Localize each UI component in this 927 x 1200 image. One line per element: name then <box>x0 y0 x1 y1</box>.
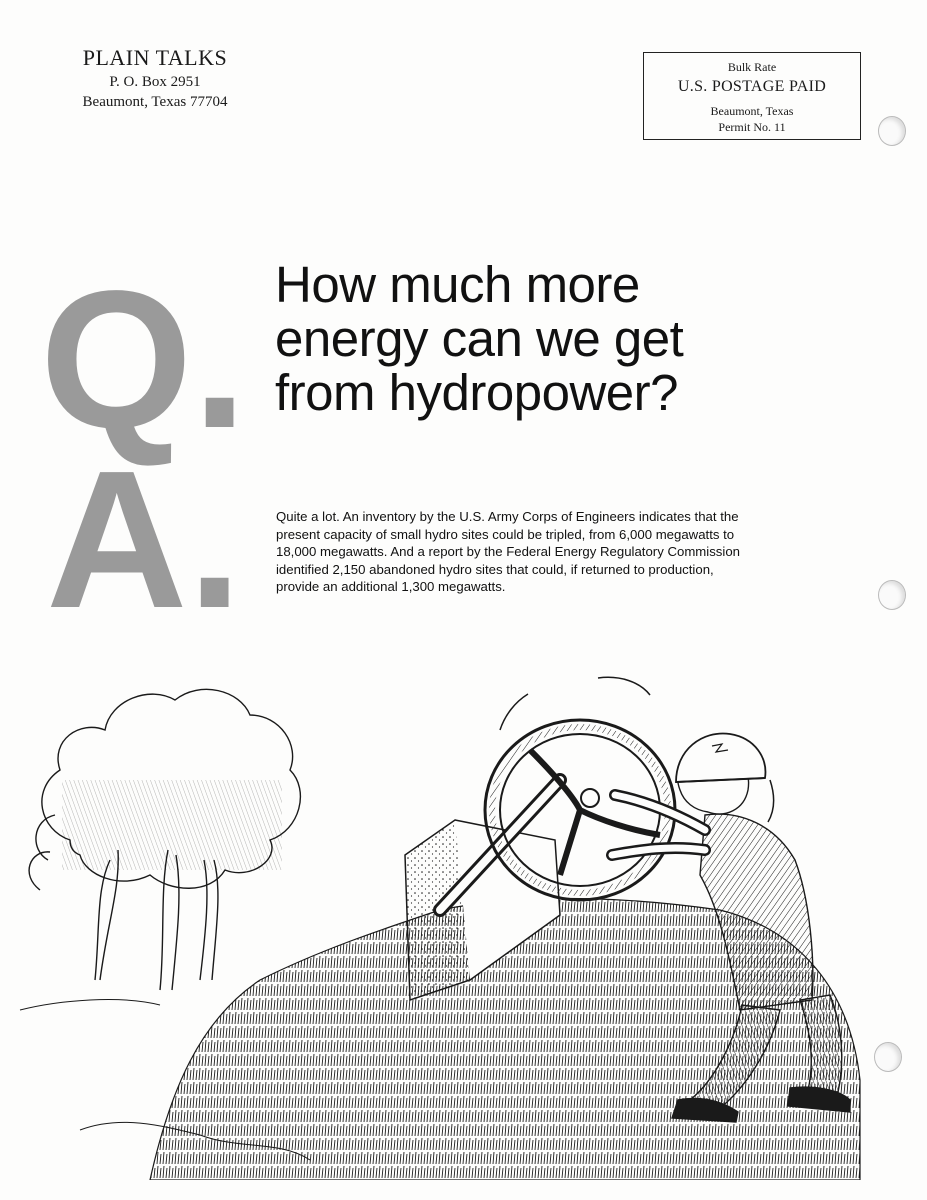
postage-indicia <box>643 52 861 140</box>
answer-line: provide an additional 1,300 megawatts. <box>276 579 506 594</box>
answer-line: 18,000 megawatts. And a report by the Federal Energy Regulatory Commission <box>276 544 741 559</box>
answer-line: identified 2,150 abandoned hydro sites that could, if returned to production, <box>276 561 714 577</box>
punch-hole <box>878 580 906 610</box>
postage-paid-label: U.S. POSTAGE PAID <box>677 78 827 95</box>
hard-hat-icon <box>676 733 765 782</box>
answer-line: present capacity of small hydro sites could be tripled, from 6,000 megawatts to <box>276 526 735 542</box>
question-line: How much more <box>275 256 640 313</box>
question-marker: Q. <box>40 250 247 469</box>
answer-marker: A. <box>46 430 242 649</box>
question-heading <box>275 258 795 420</box>
answer-line: Quite a lot. An inventory by the U.S. Army Corps of Engineers indicates that the <box>276 509 739 524</box>
permit-city: Beaumont, Texas <box>710 104 794 118</box>
question-line: energy can we get <box>275 310 684 367</box>
po-box-line: P. O. Box 2951 <box>109 74 201 90</box>
question-line: from hydropower? <box>275 364 679 421</box>
permit-number: Permit No. 11 <box>718 120 786 134</box>
city-state-zip-line: Beaumont, Texas 77704 <box>82 94 228 110</box>
return-address <box>60 44 250 112</box>
answer-paragraph <box>276 508 846 596</box>
publication-name: PLAIN TALKS <box>82 45 228 70</box>
tree-icon <box>29 689 300 990</box>
hydropower-illustration <box>0 660 927 1180</box>
bulk-rate-label: Bulk Rate <box>727 60 777 74</box>
punch-hole <box>878 116 906 146</box>
